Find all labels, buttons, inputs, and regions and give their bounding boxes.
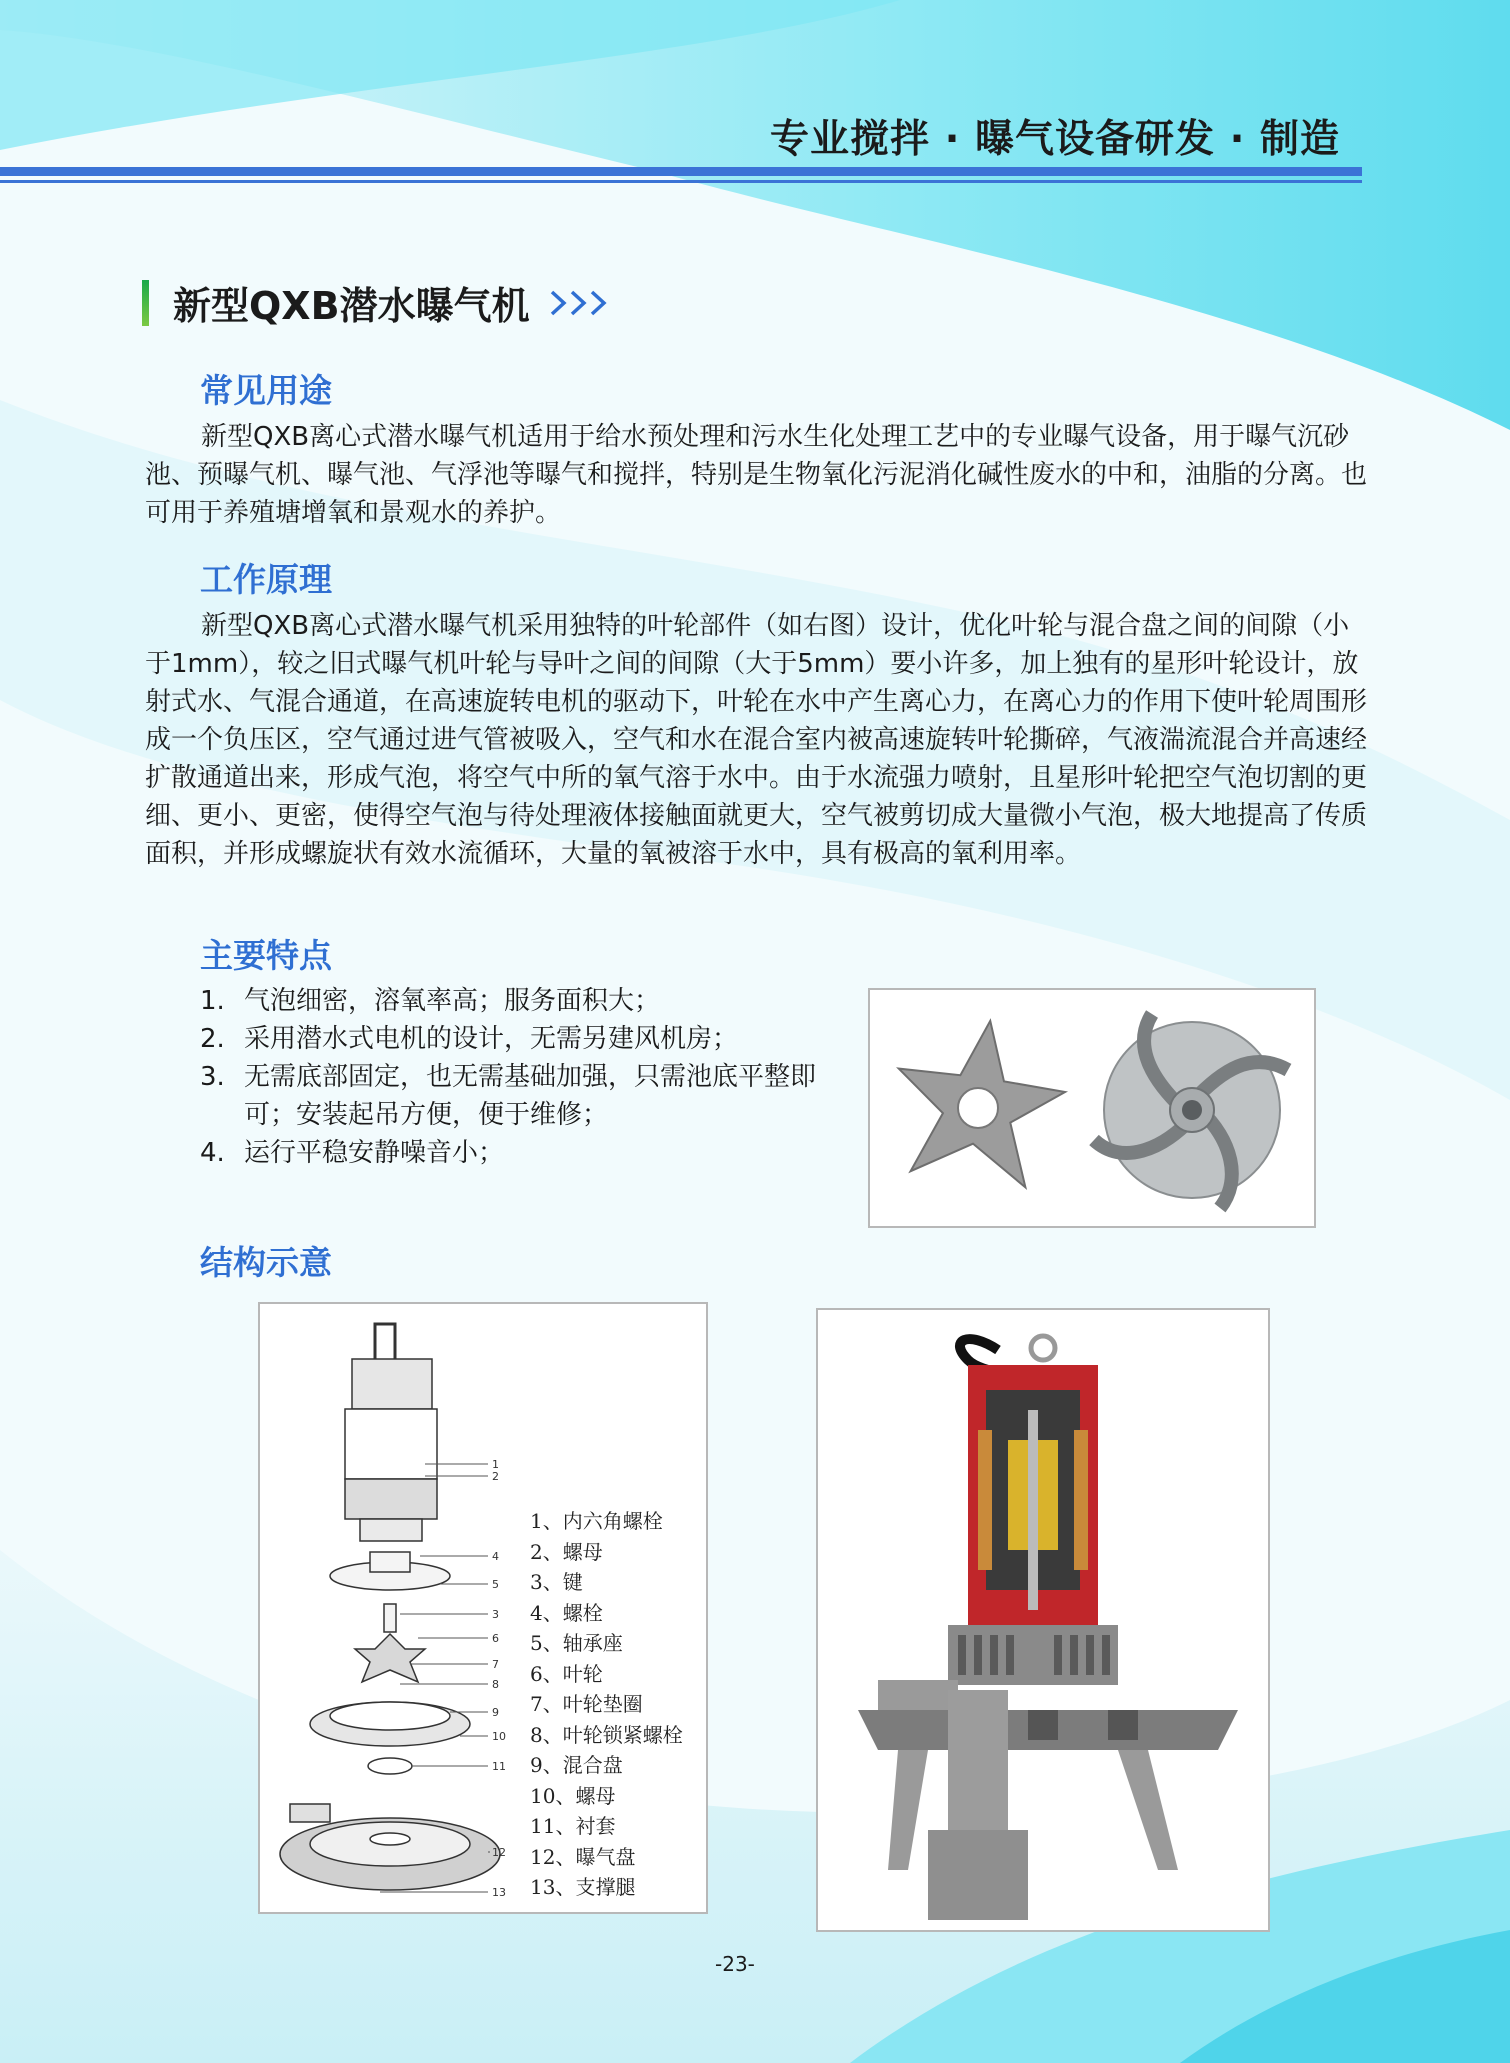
legend-item: 8、叶轮锁紧螺栓 (530, 1722, 683, 1747)
callout-number: 9 (492, 1706, 499, 1719)
legend-item: 5、轴承座 (530, 1631, 623, 1655)
callout-number: 13 (492, 1886, 506, 1899)
principle-heading: 工作原理 (200, 560, 332, 599)
legend-item: 1、内六角螺栓 (530, 1509, 663, 1533)
header-rule-thin (0, 180, 1362, 183)
header-tagline: 专业搅拌 · 曝气设备研发 · 制造 (770, 117, 1340, 162)
legend-item: 7、叶轮垫圈 (530, 1692, 643, 1716)
callout-number: 4 (492, 1550, 499, 1563)
legend-item: 12、曝气盘 (530, 1844, 636, 1869)
callout-number: 3 (492, 1608, 499, 1621)
legend-item: 10、螺母 (530, 1783, 616, 1808)
callout-number: 7 (492, 1658, 499, 1671)
callout-number: 5 (492, 1578, 499, 1591)
callout-number: 10 (492, 1730, 506, 1743)
list-item: 4. 运行平稳安静噪音小； (200, 1138, 505, 1168)
pump-cutaway-image (818, 1310, 1268, 1930)
features-heading: 主要特点 (200, 936, 332, 975)
features-list (200, 982, 840, 1172)
list-item: 2. 采用潜水式电机的设计，无需另建风机房； (200, 1024, 739, 1054)
callout-number: 2 (492, 1470, 499, 1483)
legend-item: 9、混合盘 (530, 1753, 623, 1777)
usage-body: 新型QXB离心式潜水曝气机适用于给水预处理和污水生化处理工艺中的专业曝气设备，用于曝气沉砂池、预曝气机、曝气池、气浮池等曝气和搅拌，特别是生物氧化污泥消化碱性废水的中和，油脂的分离。也可用于养殖塘增氧和景观水的养护。 (145, 422, 1368, 528)
list-item: 1. 气泡细密，溶氧率高；服务面积大； (200, 986, 661, 1016)
principle-body: 新型QXB离心式潜水曝气机采用独特的叶轮部件（如右图）设计，优化叶轮与混合盘之间的间隙（小于1mm），较之旧式曝气机叶轮与导叶之间的间隙（大于5mm）要小许多，加上独有的星形叶轮设计，放射式水、气混合通道，在高速旋转电机的驱动下，叶轮在水中产生离心力，在离心力的作用下使叶轮周围形成一个负压区，空气通过进气管被吸入，空气和水在混合室内被高速旋转叶轮撕碎，气液湍流混合并高速经扩散通道出来，形成气泡，将空气中所的氧气溶于水中。由于水流强力喷射，且星形叶轮把空气泡切割的更细、更小、更密，使得空气泡与待处理液体接触面就更大，空气被剪切成大量微小气泡，极大地提高了传质面积，并形成螺旋状有效水流循环，大量的氧被溶于水中，具有极高的氧利用率。 (145, 611, 1368, 869)
usage-paragraph (145, 418, 1370, 532)
callout-number: 11 (492, 1760, 506, 1773)
callout-number: 12 (492, 1846, 506, 1859)
impeller-photo (868, 988, 1316, 1228)
pump-cutaway-photo (816, 1308, 1270, 1932)
legend-item: 13、支撑腿 (530, 1875, 636, 1899)
page-title (142, 275, 614, 330)
legend-item: 2、螺母 (530, 1539, 603, 1564)
legend-item: 4、螺栓 (530, 1600, 603, 1625)
callout-number: 8 (492, 1678, 499, 1691)
callout-number: 6 (492, 1632, 499, 1645)
impeller-image (870, 990, 1314, 1226)
legend-item: 6、叶轮 (530, 1661, 603, 1686)
parts-legend (530, 1506, 683, 1903)
legend-item: 3、键 (530, 1570, 583, 1594)
title-accent-bar (142, 280, 149, 326)
usage-heading: 常见用途 (200, 371, 332, 410)
callout-number: 1 (492, 1458, 499, 1471)
triple-chevron-right-icon (548, 284, 614, 322)
structure-heading: 结构示意 (200, 1243, 332, 1282)
list-item: 3. 无需底部固定，也无需基础加强，只需池底平整即可；安装起吊方便，便于维修； (200, 1062, 817, 1130)
principle-paragraph (145, 607, 1370, 873)
legend-item: 11、衬套 (530, 1814, 616, 1838)
page-number: -23- (715, 1952, 755, 1976)
header-rule (0, 167, 1362, 176)
page-title-text: 新型QXB潜水曝气机 (173, 284, 530, 328)
